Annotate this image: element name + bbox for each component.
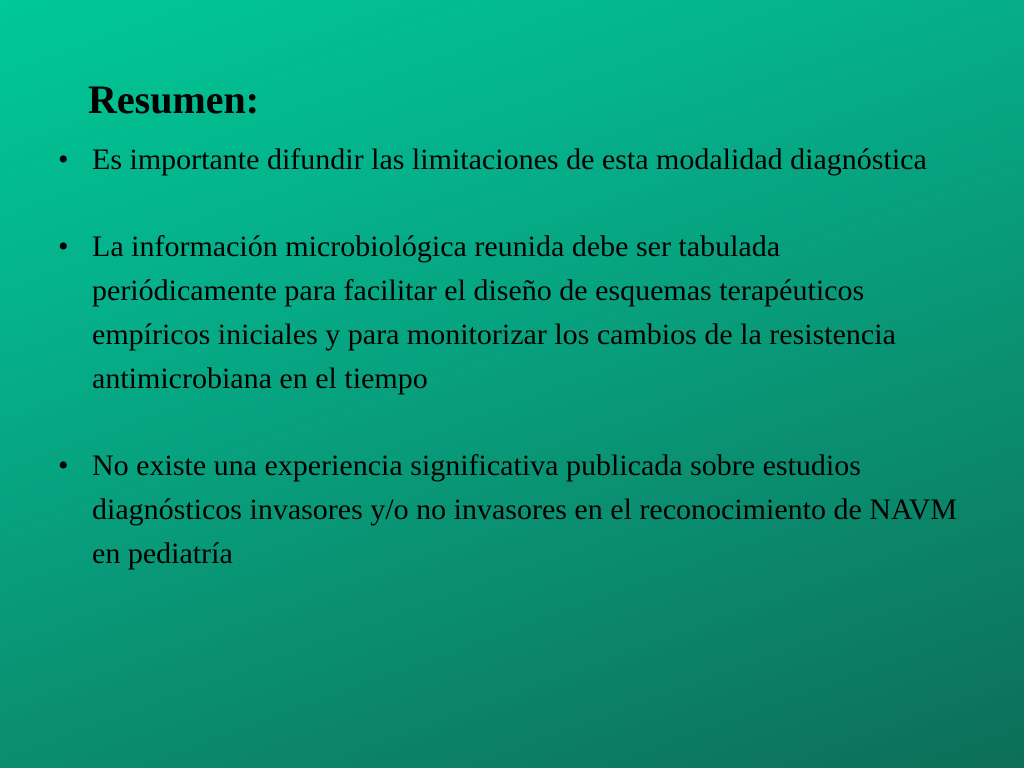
bullet-text: La información microbiológica reunida debe ser tabulada periódicamente para facilitar el diseño de esquemas terapéuticos empíricos iniciales y para monitorizar los cambios de la resistencia antimicrobiana en el tiempo [92, 230, 896, 395]
slide-title: Resumen: [88, 77, 260, 122]
bullet-item-1 [48, 138, 968, 182]
bullet-item-3 [48, 444, 968, 576]
bullet-item-2 [48, 225, 968, 401]
bullet-text: No existe una experiencia significativa publicada sobre estudios diagnósticos invasores y/o no invasores en el reconocimiento de NAVM en pediatría [92, 449, 958, 570]
bullet-icon: • [58, 449, 69, 482]
bullet-text: Es importante difundir las limitaciones de esta modalidad diagnóstica [92, 143, 927, 176]
bullet-list [48, 138, 968, 619]
bullet-icon: • [58, 143, 69, 176]
bullet-icon: • [58, 230, 69, 263]
